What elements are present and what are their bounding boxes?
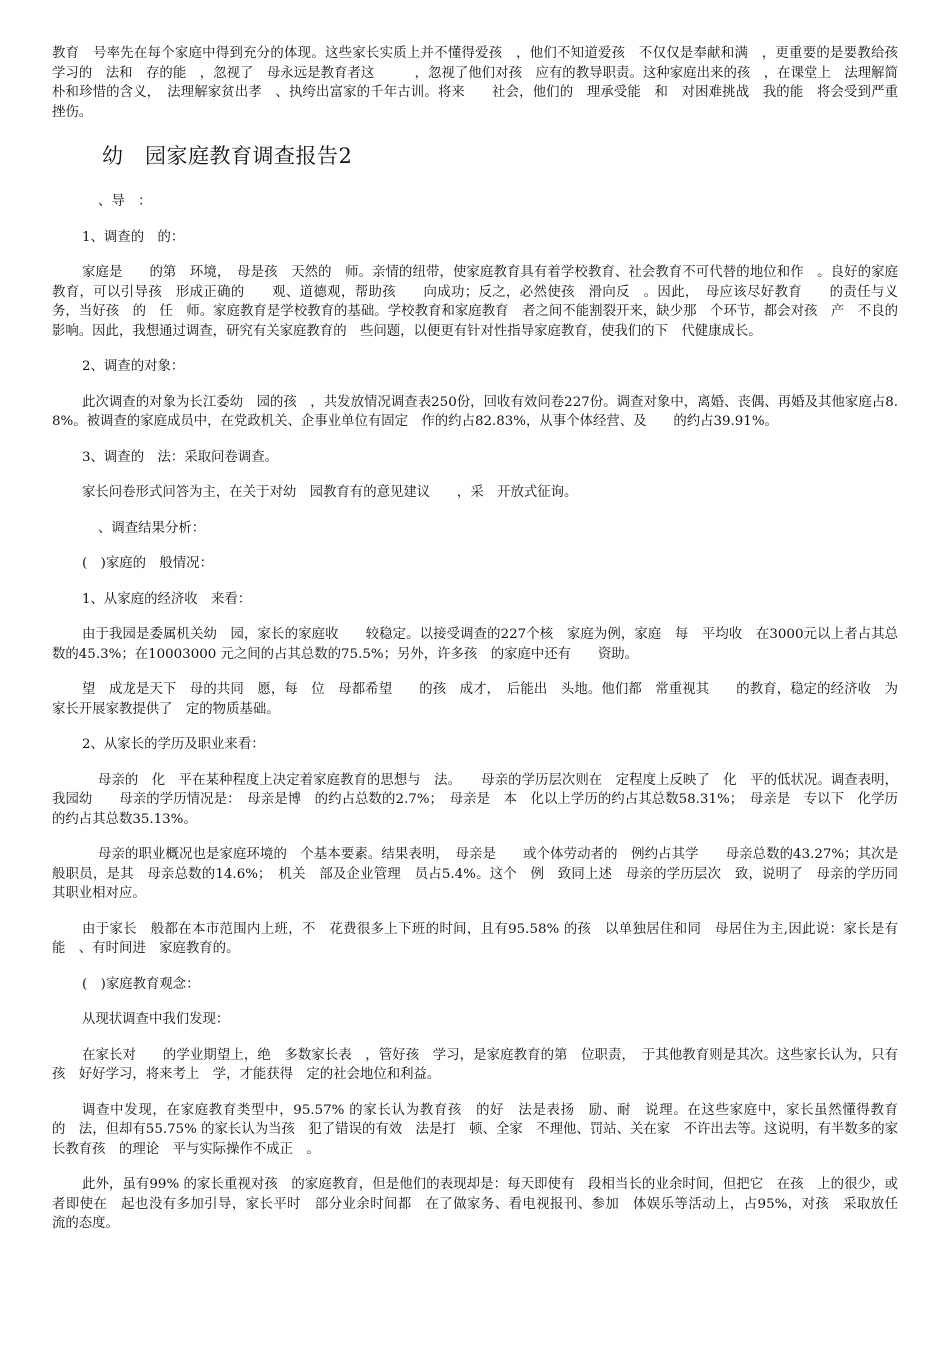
method-survey-paragraph: 调查中发现，在家庭教育类型中，95.57% 的家长认为教育孩 的好 法是表扬 励、耐 说理。在这些家庭中，家长虽然懂得教育 的 法，但却有55.75% 的家长认为当孩 犯了错误的有效 法是打 顿、全家 不理他、罚站、关在家 不许出去等。这说明，有半数多的家长教育孩 的理论 平与实际操作不成正 。 bbox=[52, 1102, 925, 1157]
method-heading: 3、调查的 法：采取问卷调查。 bbox=[82, 449, 278, 465]
time-paragraph: 由于家长 般都在本市范围内上班，不 花费很多上下班的时间，且有95.58% 的孩 以单独居住和同 母居住为主,因此说：家长是有能 、有时间进 家庭教育的。 bbox=[52, 921, 898, 956]
object-heading: 2、调查的对象： bbox=[82, 359, 185, 374]
family-general-heading: ( )家庭的 般情况： bbox=[82, 556, 213, 571]
report-title: 幼 园家庭教育调查报告2 bbox=[102, 144, 353, 168]
method-paragraph: 家长问卷形式问答为主，在关于对幼 园教育有的意见建议 ，采 开放式征询。 bbox=[82, 485, 578, 500]
purpose-paragraph: 家庭是 的第 环境， 母是孩 天然的 师。亲情的纽带，使家庭教育具有着学校教育、社会教育不可代替的地位和作 。良好的家庭教育，可以引导孩 形成正确的 观、道德观，帮助孩 向成功；反之，必然使孩 滑向反 。因此， 母应该尽好教育 的责任与义务，当好孩 的 任 师。家庭教育是学校教育的基础。学校教育和家庭教育 者之间不能割裂开来，缺少那 个环节，都会对孩 产 不良的影响。因此，我想通过调查，研究有关家庭教育的 些问题，以便更有针对性指导家庭教育，使我们的下 代健康成长。 bbox=[52, 265, 898, 339]
income-heading: 1、从家庭的经济收 来看： bbox=[82, 591, 252, 607]
neglect-paragraph: 此外，虽有99% 的家长重视对孩 的家庭教育，但是他们的表现却是：每天即使有 段相当长的业余时间，但把它 在孩 上的很少，或者即使在 起也没有多加引导，家长平时 部分业余时间都 在了做家务、看电视报刊、参加 体娱乐等活动上，占95%，对孩 采取放任 流的态度。 bbox=[52, 1177, 912, 1231]
finding-heading: 从现状调查中我们发现： bbox=[82, 1012, 230, 1027]
results-heading: 、调查结果分析： bbox=[98, 520, 206, 536]
expectation-paragraph: 在家长对 的学业期望上，绝 多数家长表 ，管好孩 学习，是家庭教育的第 位职责， 于其他教育则是其次。这些家长认为，只有孩 好好学习，将来考上 学，才能获得 定的社会地位和利益。 bbox=[52, 1047, 898, 1082]
income-paragraph: 由于我园是委属机关幼 园，家长的家庭收 较稳定。以接受调查的227个核 家庭为例，家庭 每 平均收 在3000元以上者占其总数的45.3%；在10003000 元之间的占其总数的75.5%；另外，许多孩 的家庭中还有 资助。 bbox=[52, 627, 898, 662]
education-heading: 2、从家长的学历及职业来看： bbox=[82, 737, 265, 752]
concept-heading: ( )家庭教育观念： bbox=[82, 976, 200, 992]
intro-paragraph: 教育 号率先在每个家庭中得到充分的体现。这些家长实质上并不懂得爱孩 ，他们不知道爱孩 不仅仅是奉献和满 ，更重要的是要教给孩 学习的 法和 存的能 ，忽视了 母永远是教育者这 ，忽视了他们对孩 应有的教导职责。这种家庭出来的孩 ，在课堂上 法理解简朴和珍惜的含义， 法理解家贫出孝 、执绔出富家的千年古训。将来 社会，他们的 理承受能 和 对困难挑战 我的能 将会受到严重挫伤。 bbox=[52, 46, 912, 120]
object-paragraph: 此次调查的对象为长江委幼 园的孩 ，共发放情况调查表250份，回收有效问卷227份。调查对象中，离婚、丧偶、再婚及其他家庭占8.8%。被调查的家庭成员中，在党政机关、企事业单位有固定 作的约占82.83%，从事个体经营、及 的约占39.91%。 bbox=[52, 394, 898, 429]
section-intro-heading: 、导 ： bbox=[98, 194, 152, 209]
purpose-heading: 1、调查的 的： bbox=[82, 229, 185, 245]
hope-paragraph: 望 成龙是天下 母的共同 愿，每 位 母都希望 的孩 成才， 后能出 头地。他们都 常重视其 的教育，稳定的经济收 为家长开展家教提供了 定的物质基础。 bbox=[52, 682, 898, 717]
mother-education-paragraph: 母亲的 化 平在某种程度上决定着家庭教育的思想与 法。 母亲的学历层次则在 定程度上反映了 化 平的低状况。调查表明，我园幼 母亲的学历情况是： 母亲是博 的约占总数的2.7%； 母亲是 本 化以上学历的约占其总数58.31%； 母亲是 专以下 化学历的约占其总数35.13%。 bbox=[52, 772, 898, 827]
mother-job-paragraph: 母亲的职业概况也是家庭环境的 个基本要素。结果表明， 母亲是 或个体劳动者的 例约占其学 母亲总数的43.27%；其次是 般职员，是其 母亲总数的14.6%； 机关 部及企业管理 员占5.4%。这个 例 致同上述 母亲的学历层次 致，说明了 母亲的学历同其职业相对应。 bbox=[52, 847, 912, 901]
